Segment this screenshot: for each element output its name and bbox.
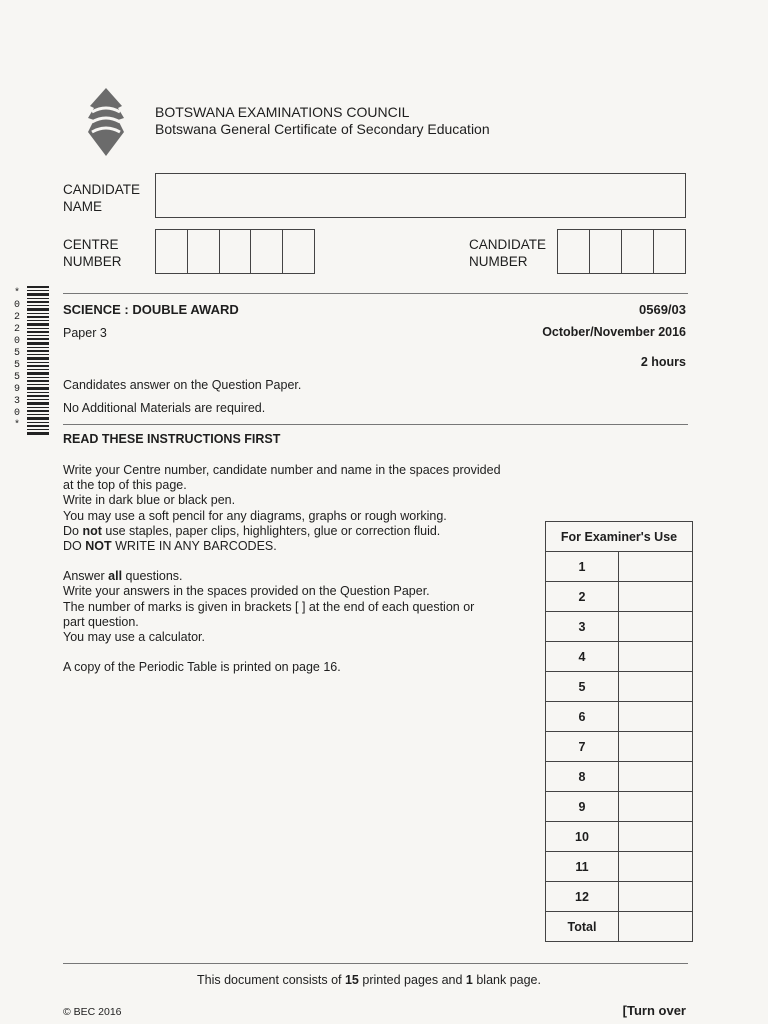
mark-cell[interactable]	[619, 612, 693, 642]
candidate-name-label: CANDIDATE NAME	[63, 182, 141, 214]
question-number: 12	[546, 882, 619, 912]
mark-cell[interactable]	[619, 852, 693, 882]
divider	[63, 293, 688, 294]
total-cell[interactable]	[619, 912, 693, 942]
instruction-line: DO NOT WRITE IN ANY BARCODES.	[63, 539, 277, 554]
instruction-line: Write your Centre number, candidate number and name in the spaces provided	[63, 463, 501, 477]
barcode-digit: 3	[13, 396, 20, 407]
candidate-number-label: CANDIDATE NUMBER	[469, 237, 547, 269]
digit-box[interactable]	[653, 230, 685, 273]
question-number: 9	[546, 792, 619, 822]
turn-over: [Turn over	[622, 1003, 686, 1018]
question-number: 2	[546, 582, 619, 612]
materials-additional: No Additional Materials are required.	[63, 401, 266, 415]
question-number: 4	[546, 642, 619, 672]
instruction-line: A copy of the Periodic Table is printed on page 16.	[63, 660, 341, 675]
barcode-digit: 5	[13, 348, 20, 359]
barcode-digit: 2	[13, 312, 20, 323]
candidate-name-field[interactable]	[155, 173, 686, 218]
exam-duration: 2 hours	[640, 355, 686, 369]
question-number: 6	[546, 702, 619, 732]
instruction-line: Answer all questions.	[63, 569, 183, 584]
barcode-digit: 2	[13, 324, 20, 335]
centre-number-field[interactable]	[155, 229, 315, 274]
instruction-line: You may use a calculator.	[63, 630, 205, 645]
instruction-line: part question.	[63, 614, 139, 629]
materials-answer: Candidates answer on the Question Paper.	[63, 378, 302, 392]
barcode-digit: 5	[13, 360, 20, 371]
mark-cell[interactable]	[619, 732, 693, 762]
instructions-block	[63, 463, 533, 675]
mark-cell[interactable]	[619, 672, 693, 702]
barcode-digit: 0	[13, 300, 20, 311]
question-number: 3	[546, 612, 619, 642]
barcode-digit: *	[13, 288, 20, 299]
digit-box[interactable]	[250, 230, 282, 273]
instruction-line: Write in dark blue or black pen.	[63, 493, 236, 508]
digit-box[interactable]	[156, 230, 187, 273]
question-number: 11	[546, 852, 619, 882]
exam-session: October/November 2016	[542, 325, 686, 339]
barcode-digit: 5	[13, 372, 20, 383]
examiner-use-table	[545, 521, 693, 942]
instruction-line: Do not use staples, paper clips, highlighters, glue or correction fluid.	[63, 523, 441, 538]
bec-logo	[84, 86, 128, 158]
paper-number: Paper 3	[63, 326, 107, 340]
mark-cell[interactable]	[619, 882, 693, 912]
certificate-title: Botswana General Certificate of Secondary Education	[155, 121, 490, 137]
centre-number-label: CENTRE NUMBER	[63, 237, 122, 269]
mark-cell[interactable]	[619, 822, 693, 852]
examiner-table-title: For Examiner's Use	[546, 522, 693, 552]
barcode-digit: 0	[13, 336, 20, 347]
mark-cell[interactable]	[619, 582, 693, 612]
mark-cell[interactable]	[619, 552, 693, 582]
digit-box[interactable]	[282, 230, 314, 273]
barcode-digits	[12, 288, 22, 432]
page-count-note: This document consists of 15 printed pages and 1 blank page.	[197, 973, 541, 987]
digit-box[interactable]	[558, 230, 589, 273]
instruction-line: at the top of this page.	[63, 478, 187, 493]
mark-cell[interactable]	[619, 702, 693, 732]
digit-box[interactable]	[219, 230, 251, 273]
barcode	[27, 286, 49, 436]
paper-code: 0569/03	[639, 302, 686, 317]
instruction-line: You may use a soft pencil for any diagrams, graphs or rough working.	[63, 508, 447, 523]
divider	[63, 424, 688, 425]
council-title: BOTSWANA EXAMINATIONS COUNCIL	[155, 104, 410, 120]
question-number: 7	[546, 732, 619, 762]
subject-title: SCIENCE : DOUBLE AWARD	[63, 302, 239, 317]
question-number: 10	[546, 822, 619, 852]
mark-cell[interactable]	[619, 762, 693, 792]
digit-box[interactable]	[621, 230, 653, 273]
mark-cell[interactable]	[619, 642, 693, 672]
instructions-heading: READ THESE INSTRUCTIONS FIRST	[63, 432, 281, 446]
barcode-digit: *	[13, 420, 20, 431]
instruction-line: Write your answers in the spaces provided on the Question Paper.	[63, 584, 430, 599]
instruction-line: The number of marks is given in brackets [ ] at the end of each question or	[63, 599, 475, 614]
digit-box[interactable]	[589, 230, 621, 273]
barcode-digit: 0	[13, 408, 20, 419]
question-number: 5	[546, 672, 619, 702]
question-number: 1	[546, 552, 619, 582]
candidate-number-field[interactable]	[557, 229, 686, 274]
divider	[63, 963, 688, 964]
copyright: © BEC 2016	[63, 1006, 122, 1018]
barcode-digit: 9	[13, 384, 20, 395]
mark-cell[interactable]	[619, 792, 693, 822]
digit-box[interactable]	[187, 230, 219, 273]
total-label: Total	[546, 912, 619, 942]
question-number: 8	[546, 762, 619, 792]
